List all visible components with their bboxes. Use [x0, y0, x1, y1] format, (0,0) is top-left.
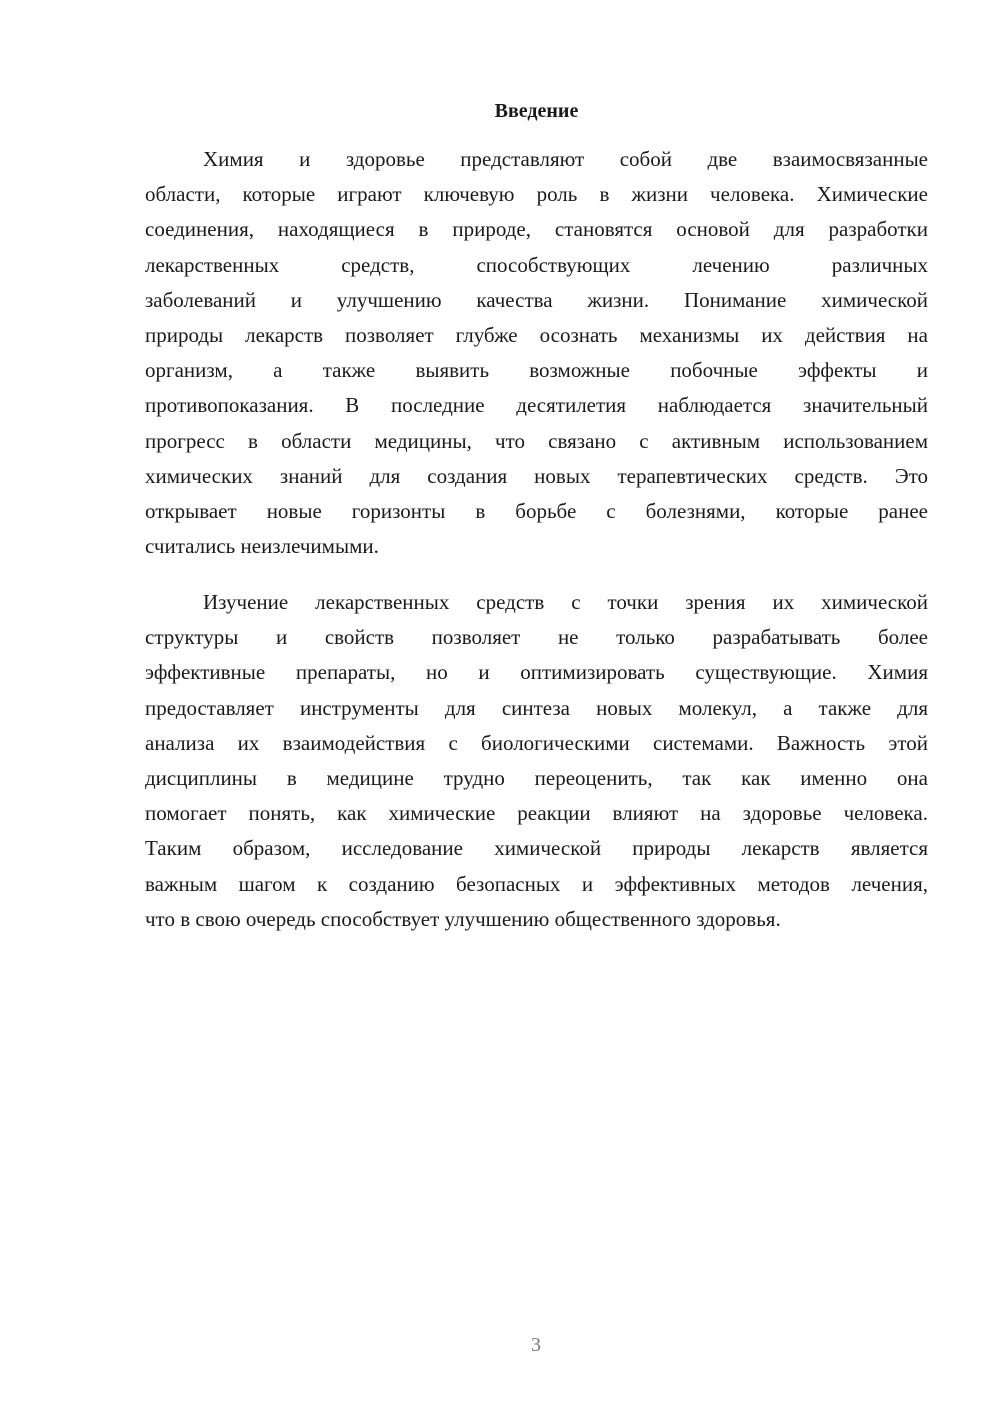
text-line: соединения, находящиеся в природе, становятся основой для разработки	[145, 217, 928, 242]
paragraph-2	[145, 585, 928, 937]
text-line: химических знаний для создания новых терапевтических средств. Это	[145, 463, 928, 488]
text-line: помогает понять, как химические реакции влияют на здоровье человека.	[145, 801, 928, 826]
text-line: лекарственных средств, способствующих лечению различных	[145, 252, 928, 277]
section-heading: Введение	[494, 100, 579, 122]
text-line: прогресс в области медицины, что связано с активным использованием	[145, 428, 928, 453]
text-line: противопоказания. В последние десятилетия наблюдается значительный	[145, 393, 928, 418]
text-line: эффективные препараты, но и оптимизировать существующие. Химия	[145, 660, 928, 685]
text-line: предоставляет инструменты для синтеза новых молекул, а также для	[145, 695, 928, 720]
text-line: что в свою очередь способствует улучшению общественного здоровья.	[145, 906, 781, 931]
text-line: Изучение лекарственных средств с точки зрения их химической	[203, 590, 928, 614]
text-line: структуры и свойств позволяет не только разрабатывать более	[145, 625, 928, 650]
text-line: организм, а также выявить возможные побочные эффекты и	[145, 358, 928, 383]
text-line: считались неизлечимыми.	[145, 534, 379, 559]
page-number: 3	[531, 1334, 541, 1356]
text-line: дисциплины в медицине трудно переоценить, так как именно она	[145, 765, 928, 790]
text-line: природы лекарств позволяет глубже осознать механизмы их действия на	[145, 322, 928, 347]
text-line: Химия и здоровье представляют собой две взаимосвязанные	[203, 147, 928, 171]
text-line: Таким образом, исследование химической природы лекарств является	[145, 836, 928, 861]
text-line: области, которые играют ключевую роль в жизни человека. Химические	[145, 182, 928, 207]
text-line: заболеваний и улучшению качества жизни. Понимание химической	[145, 287, 928, 312]
paragraph-1	[145, 142, 928, 564]
text-line: открывает новые горизонты в борьбе с болезнями, которые ранее	[145, 498, 928, 523]
text-line: важным шагом к созданию безопасных и эффективных методов лечения,	[145, 871, 928, 896]
text-line: анализа их взаимодействия с биологическими системами. Важность этой	[145, 730, 928, 755]
